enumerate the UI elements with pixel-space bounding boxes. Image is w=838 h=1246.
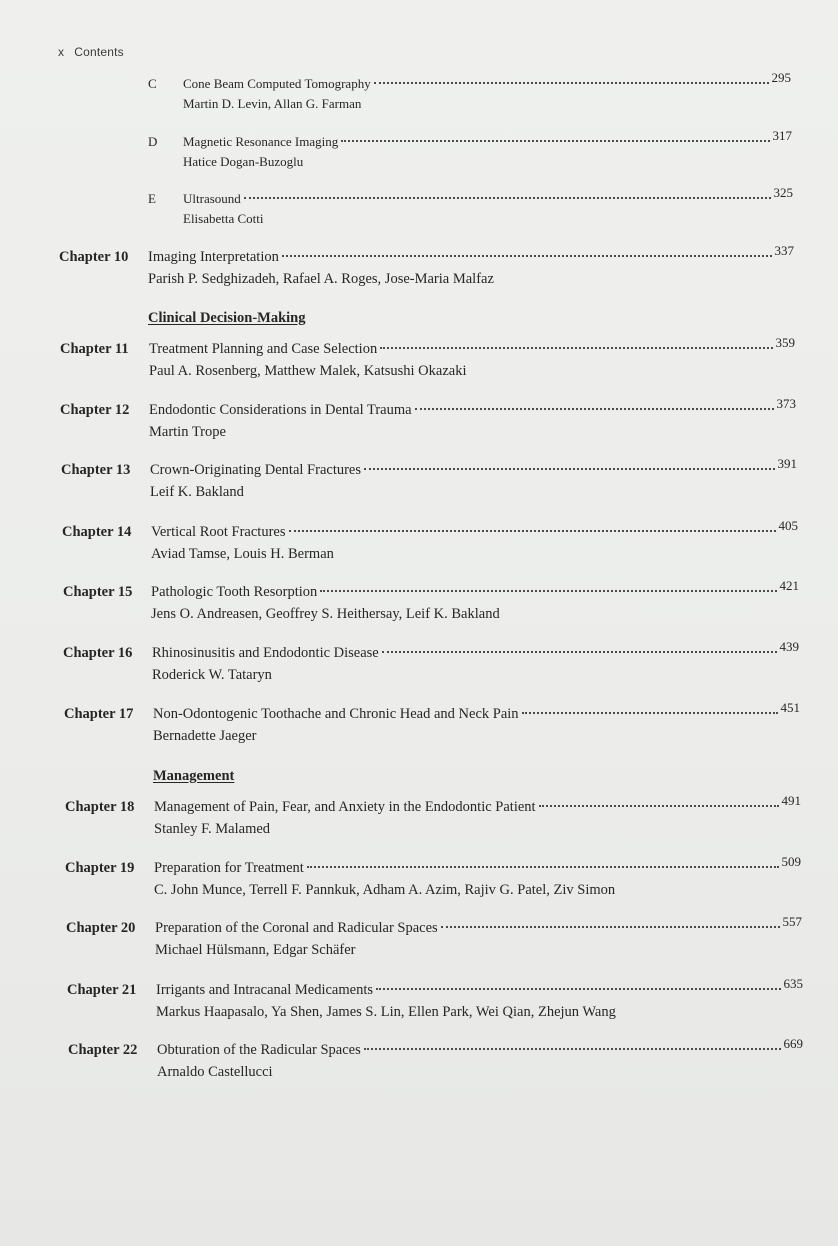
entry-page: 337: [774, 243, 794, 258]
dot-leader: [341, 139, 769, 142]
dot-leader: [244, 196, 771, 199]
entry-label: Chapter 21: [67, 982, 137, 998]
entry-title: Management of Pain, Fear, and Anxiety in the Endodontic Patient: [154, 799, 536, 815]
entry-title: Rhinosinusitis and Endodontic Disease: [152, 645, 379, 661]
running-head: [58, 45, 124, 59]
entry-title: Preparation for Treatment: [154, 860, 304, 876]
entry-authors: C. John Munce, Terrell F. Pannkuk, Adham A. Azim, Rajiv G. Patel, Ziv Simon: [154, 882, 616, 898]
entry-label: Chapter 13: [61, 462, 131, 478]
dot-leader: [522, 711, 778, 714]
entry-label: Chapter 18: [65, 799, 135, 815]
entry-authors: Roderick W. Tataryn: [152, 667, 272, 683]
page-number: x: [58, 45, 65, 59]
entry-page: 295: [771, 70, 791, 85]
entry-label: Chapter 14: [62, 524, 132, 540]
entry-title: Treatment Planning and Case Selection: [149, 341, 378, 357]
entry-authors: Paul A. Rosenberg, Matthew Malek, Katsushi Okazaki: [149, 363, 467, 379]
entry-label: Chapter 20: [66, 920, 136, 936]
entry-label: D: [148, 134, 158, 149]
entry-page: 317: [772, 128, 792, 143]
entry-page: 635: [783, 976, 803, 991]
entry-page: 491: [781, 793, 801, 808]
dot-leader: [289, 529, 776, 532]
entry-authors: Leif K. Bakland: [150, 484, 244, 500]
entry-page: 391: [777, 456, 797, 471]
section-heading: Management: [153, 768, 235, 784]
entry-title: Magnetic Resonance Imaging: [183, 134, 339, 149]
entry-authors: Hatice Dogan-Buzoglu: [183, 154, 304, 169]
entry-title: Vertical Root Fractures: [151, 524, 286, 540]
entry-page: 451: [780, 700, 800, 715]
entry-authors: Stanley F. Malamed: [154, 821, 271, 837]
entry-page: 405: [778, 518, 798, 533]
entry-label: E: [148, 191, 156, 206]
entry-authors: Arnaldo Castellucci: [157, 1064, 273, 1080]
entry-label: C: [148, 76, 157, 91]
entry-page: 669: [783, 1036, 803, 1051]
dot-leader: [364, 1047, 781, 1050]
entry-title: Pathologic Tooth Resorption: [151, 584, 318, 600]
entry-authors: Michael Hülsmann, Edgar Schäfer: [155, 942, 356, 958]
entry-title: Cone Beam Computed Tomography: [183, 76, 371, 91]
entry-title: Obturation of the Radicular Spaces: [157, 1042, 361, 1058]
entry-title: Non-Odontogenic Toothache and Chronic Head and Neck Pain: [153, 706, 519, 722]
dot-leader: [441, 925, 780, 928]
entry-label: Chapter 10: [59, 249, 129, 265]
entry-authors: Markus Haapasalo, Ya Shen, James S. Lin, Ellen Park, Wei Qian, Zhejun Wang: [156, 1004, 616, 1020]
dot-leader: [307, 865, 779, 868]
entry-label: Chapter 15: [63, 584, 133, 600]
dot-leader: [376, 987, 780, 990]
dot-leader: [282, 254, 772, 257]
entry-title: Endodontic Considerations in Dental Trauma: [149, 402, 412, 418]
entry-authors: Martin D. Levin, Allan G. Farman: [183, 96, 362, 111]
running-title: Contents: [74, 45, 124, 59]
dot-leader: [380, 346, 772, 349]
entry-page: 557: [782, 914, 802, 929]
entry-authors: Martin Trope: [149, 424, 226, 440]
entry-page: 439: [779, 639, 799, 654]
entry-title: Ultrasound: [183, 191, 241, 206]
entry-page: 509: [781, 854, 801, 869]
dot-leader: [320, 589, 776, 592]
section-heading: Clinical Decision-Making: [148, 310, 306, 326]
entry-label: Chapter 22: [68, 1042, 138, 1058]
entry-label: Chapter 17: [64, 706, 134, 722]
dot-leader: [374, 81, 769, 84]
entry-authors: Jens O. Andreasen, Geoffrey S. Heithersay, Leif K. Bakland: [151, 606, 500, 622]
dot-leader: [539, 804, 779, 807]
entry-page: 325: [773, 185, 793, 200]
entry-page: 421: [779, 578, 799, 593]
entry-title: Preparation of the Coronal and Radicular Spaces: [155, 920, 438, 936]
entry-authors: Parish P. Sedghizadeh, Rafael A. Roges, Jose-Maria Malfaz: [148, 271, 494, 287]
entry-authors: Elisabetta Cotti: [183, 211, 264, 226]
entry-label: Chapter 12: [60, 402, 130, 418]
dot-leader: [382, 650, 777, 653]
entry-authors: Bernadette Jaeger: [153, 728, 257, 744]
entry-label: Chapter 16: [63, 645, 133, 661]
entry-page: 359: [775, 335, 795, 350]
entry-title: Crown-Originating Dental Fractures: [150, 462, 362, 478]
entry-label: Chapter 19: [65, 860, 135, 876]
entry-label: Chapter 11: [60, 341, 129, 357]
entry-title: Irrigants and Intracanal Medicaments: [156, 982, 374, 998]
dot-leader: [364, 467, 774, 470]
entry-title: Imaging Interpretation: [148, 249, 279, 265]
entry-authors: Aviad Tamse, Louis H. Berman: [151, 546, 334, 562]
entry-page: 373: [776, 396, 796, 411]
dot-leader: [415, 407, 774, 410]
